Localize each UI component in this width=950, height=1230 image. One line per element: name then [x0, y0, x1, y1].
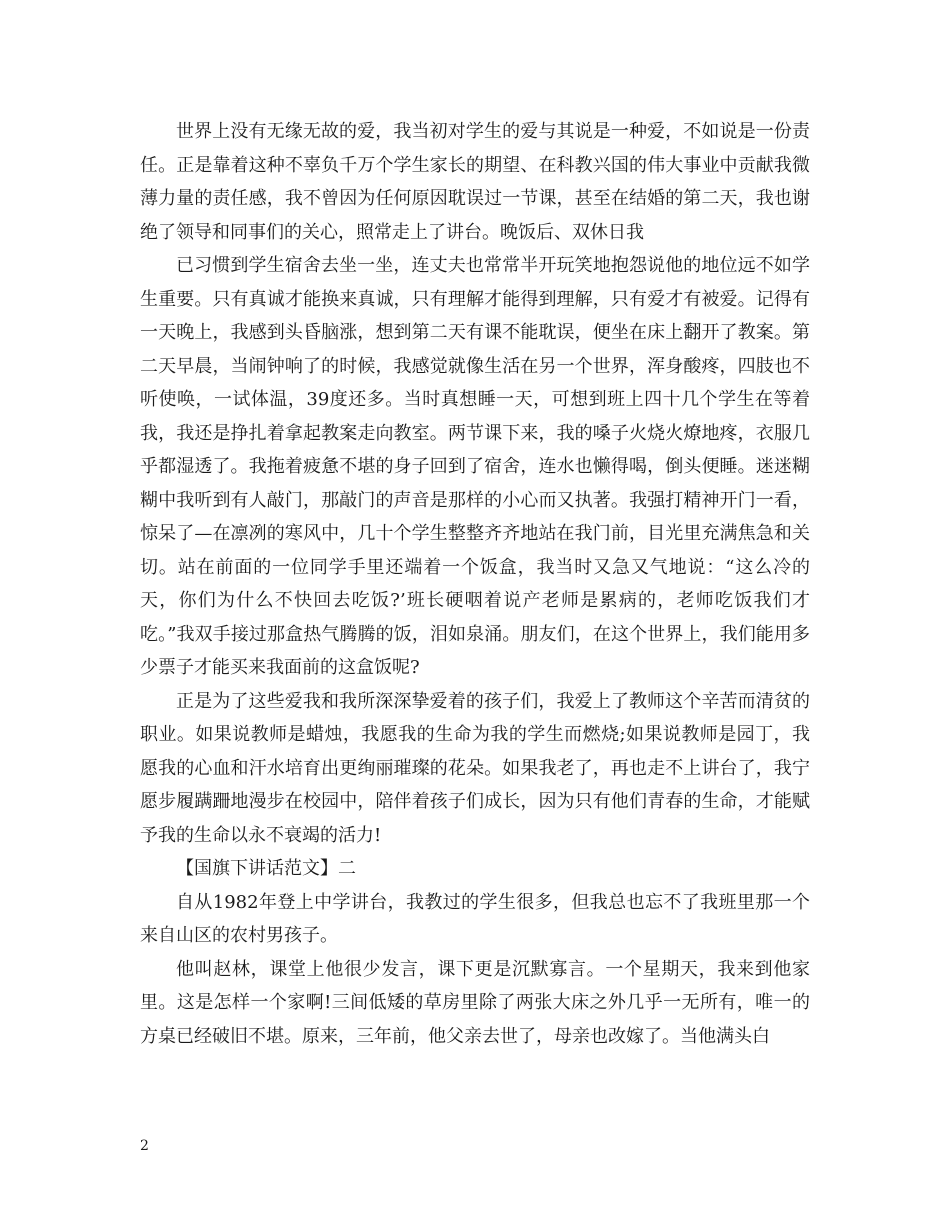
- page-number: 2: [140, 1138, 149, 1154]
- paragraph-1: 世界上没有无缘无故的爱，我当初对学生的爱与其说是一种爱，不如说是一份责任。正是靠着这种不辜负千万个学生家长的期望、在科教兴国的伟大事业中贡献我微薄力量的责任感，我不曾因为任何原因耽误过一节课，甚至在结婚的第二天，我也谢绝了领导和同事们的关心，照常走上了讲台。晚饭后、双休日我: [140, 121, 810, 243]
- paragraph-2: 已习惯到学生宿舍去坐一坐，连丈夫也常常半开玩笑地抱怨说他的地位远不如学生重要。只有真诚才能换来真诚，只有理解才能得到理解，只有爱才有被爱。记得有一天晚上，我感到头昏脑涨，想到第二天有课不能耽误，便坐在床上翻开了教案。第二天早晨，当闹钟响了的时候，我感觉就像生活在另一个世界，浑身酸疼，四肢也不听使唤，一试体温，39度还多。当时真想睡一天，可想到班上四十几个学生在等着我，我还是挣扎着拿起教案走向教室。两节课下来，我的嗓子火烧火燎地疼，衣服几乎都湿透了。我拖着疲惫不堪的身子回到了宿舍，连水也懒得喝，倒头便睡。迷迷糊糊中我听到有人敲门，那敲门的声音是那样的小心而又执著。我强打精神开门一看，惊呆了—在凛冽的寒风中，几十个学生整整齐齐地站在我门前，目光里充满焦急和关切。站在前面的一位同学手里还端着一个饭盒，我当时又急又气地说：“这么冷的天，你们为什么不快回去吃饭?’班长硬咽着说产老师是累病的，老师吃饭我们才吃。”我双手接过那盒热气腾腾的饭，泪如泉涌。朋友们，在这个世界上，我们能用多少票子才能买来我面前的这盒饭呢?: [140, 255, 810, 678]
- document-body: [140, 115, 810, 1053]
- section-heading: 【国旗下讲话范文】二: [176, 858, 356, 879]
- paragraph-4: 自从1982年登上中学讲台，我教过的学生很多，但我总也忘不了我班里那一个来自山区的农村男孩子。: [140, 891, 810, 946]
- paragraph-5: 他叫赵林，课堂上他很少发言，课下更是沉默寡言。一个星期天，我来到他家里。这是怎样一个家啊!三间低矮的草房里除了两张大床之外几乎一无所有，唯一的方桌已经破旧不堪。原来，三年前，他父亲去世了，母亲也改嫁了。当他满头白: [140, 958, 810, 1047]
- paragraph-3: 正是为了这些爱我和我所深深挚爱着的孩子们，我爱上了教师这个辛苦而清贫的职业。如果说教师是蜡烛，我愿我的生命为我的学生而燃烧;如果说教师是园丁，我愿我的心血和汗水培育出更绚丽璀璨的花朵。如果我老了，再也走不上讲台了，我宁愿步履蹒跚地漫步在校园中，陪伴着孩子们成长，因为只有他们青春的生命，才能赋予我的生命以永不衰竭的活力!: [140, 690, 810, 846]
